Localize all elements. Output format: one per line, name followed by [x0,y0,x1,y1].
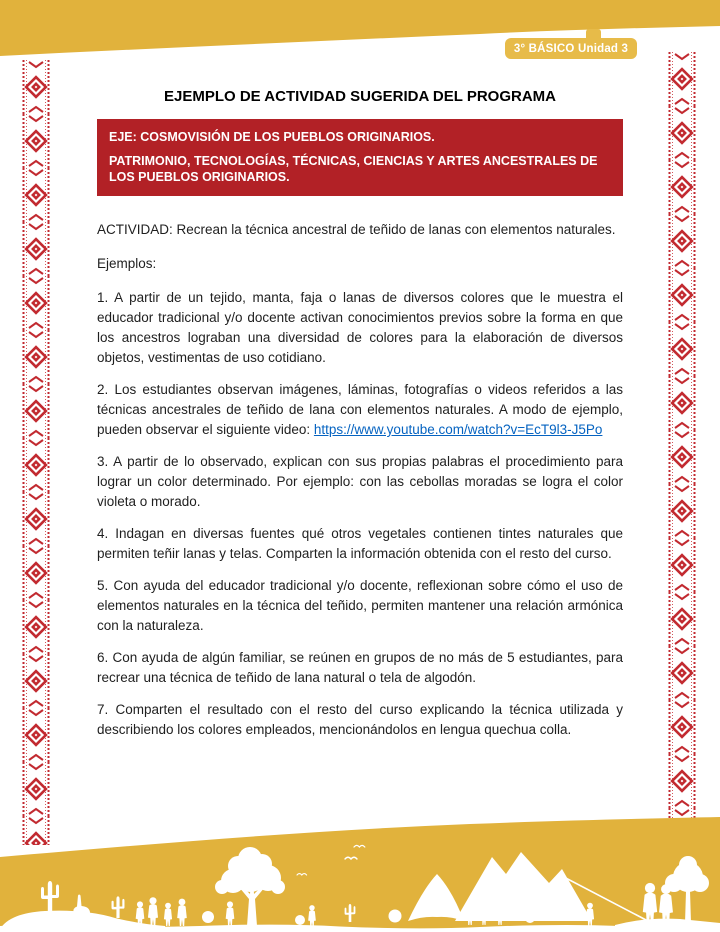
page-title: EJEMPLO DE ACTIVIDAD SUGERIDA DEL PROGRAMA [164,88,556,105]
eje-banner [97,119,623,196]
step-paragraph-3: 3. A partir de lo observado, explican con sus propias palabras el procedimiento para lograr un color determinado. Por ejemplo: con las cebollas moradas se logra el color violeta o morado. [97,454,623,509]
andean-textile-pattern-right-icon [668,52,696,832]
step-paragraph-7: 7. Comparten el resultado con el resto del curso explicando la técnica utilizada y describiendo los colores empleados, mencionándolos en lengua quechua colla. [97,702,623,737]
step-paragraph-4: 4. Indagan en diversas fuentes qué otros vegetales contienen tintes naturales que permiten teñir lanas y telas. Comparten la información obtenida con el resto del curso. [97,526,623,561]
patrimonio-line: PATRIMONIO, TECNOLOGÍAS, TÉCNICAS, CIENCIAS Y ARTES ANCESTRALES DE LOS PUEBLOS ORIGINARIOS. [109,154,598,184]
eje-line: EJE: COSMOVISIÓN DE LOS PUEBLOS ORIGINARIOS. [109,130,435,144]
andean-textile-pattern-left-icon [22,60,50,845]
video-link[interactable]: https://www.youtube.com/watch?v=EcT9l3-J5Po [313,422,603,437]
bush-silhouette [295,915,305,925]
footer-gold-wave [0,817,720,932]
unit-badge-label: 3° BÁSICO Unidad 3 [513,42,629,55]
activity-text: ACTIVIDAD: Recrean la técnica ancestral de teñido de lanas con elementos naturales. [97,222,616,237]
unit-badge [505,38,637,59]
step-paragraph-2 [97,380,623,440]
examples-label: Ejemplos: [97,256,157,271]
document-content [97,88,623,752]
activity-body [97,220,623,740]
footer-landscape-illustration [0,817,720,932]
step-paragraph-1: 1. A partir de un tejido, manta, faja o lanas de diversos colores que le muestra el educador tradicional y/o docente activan conocimientos previos sobre la forma en que los ancestros lograban una diversidad de colores para la elaboración de diversos objetos, vestimentas de uso cotidiano. [97,290,623,365]
step-paragraph-6: 6. Con ayuda de algún familiar, se reúnen en grupos de no más de 5 estudiantes, para recrear una técnica de teñido de lana natural o tela de algodón. [97,650,623,685]
bush-silhouette [389,910,402,923]
step-paragraph-5: 5. Con ayuda del educador tradicional y/o docente, reflexionan sobre cómo el uso de elementos naturales en la técnica del teñido, permiten mantener una relación armónica con la naturaleza. [97,578,623,633]
bush-silhouette [202,911,214,923]
step-2-text: 2. Los estudiantes observan imágenes, láminas, fotografías o videos referidos a las técnicas ancestrales de teñido de lana con elementos naturales. A modo de ejemplo, pueden observar el siguiente video: [97,382,623,437]
